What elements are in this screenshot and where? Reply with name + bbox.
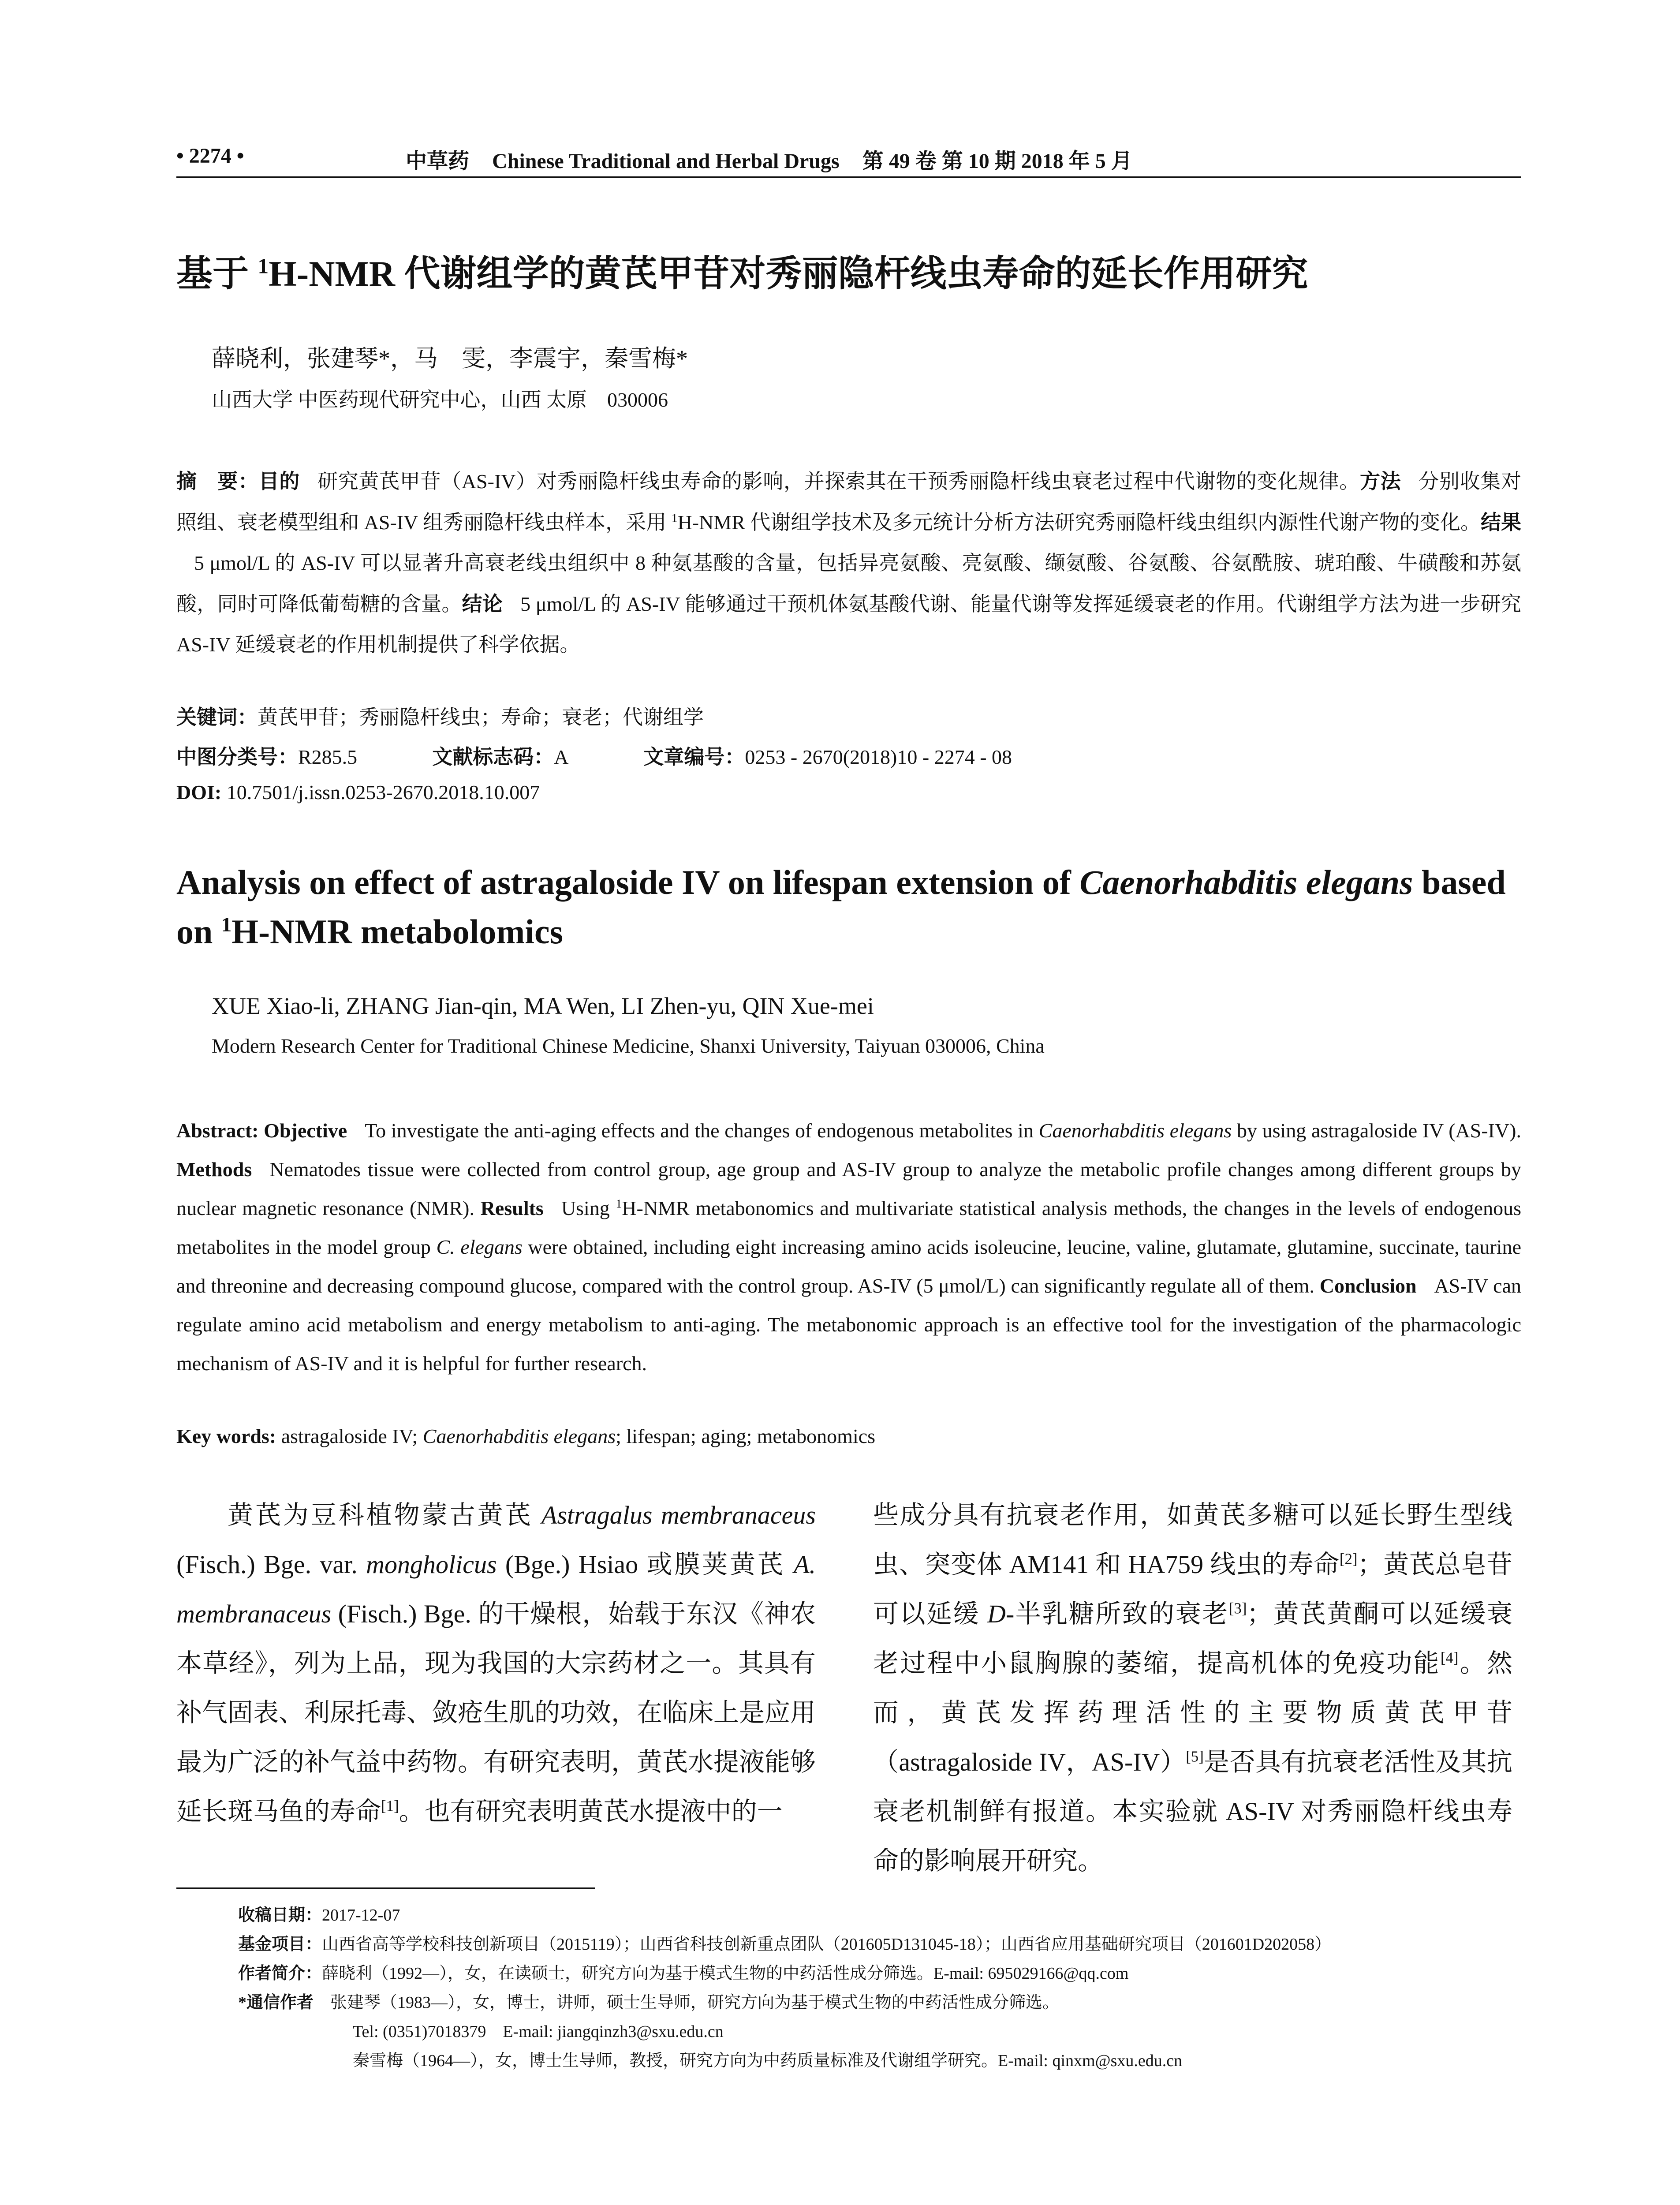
- bio-text: 薛晓利（1992—），女，在读硕士，研究方向为基于模式生物的中药活性成分筛选。E-mail: 695029166@qq.com: [322, 1964, 1129, 1983]
- methods-label-en: Methods: [176, 1158, 252, 1181]
- objective-text-en-italic: Caenorhabditis elegans: [1038, 1119, 1232, 1142]
- body-left-text: 黄芪为豆科植物蒙古黄芪: [228, 1501, 542, 1529]
- title-en-italic: Caenorhabditis elegans: [1079, 863, 1413, 901]
- body-left-text: (Fisch.) Bge. var.: [176, 1550, 366, 1579]
- objective-label-cn: 目的: [258, 469, 300, 493]
- clc-label: 中图分类号：: [176, 745, 298, 769]
- doi-value: 10.7501/j.issn.0253-2670.2018.10.007: [226, 781, 540, 804]
- objective-text-cn: 研究黄芪甲苷（AS-IV）对秀丽隐杆线虫寿命的影响，并探索其在干预秀丽隐杆线虫衰老过程中代谢物的变化规律。: [317, 470, 1360, 493]
- methods-label-cn: 方法: [1359, 469, 1401, 493]
- keywords-en-label: Key words:: [176, 1425, 276, 1447]
- doi-label: DOI:: [176, 781, 222, 804]
- species-name: A. membranaceus: [176, 1550, 816, 1628]
- conclusion-text-en: AS-IV can regulate amino acid metabolism and energy metabolism to anti-aging. The metabonomic approach is an effective tool for the investigation of the pharmacologic mechanism of AS-IV and it is helpful for further research.: [176, 1274, 1521, 1375]
- body-column-left: [176, 1491, 816, 1836]
- footnote-fund: [238, 1930, 1517, 1959]
- citation-3: [3]: [1228, 1600, 1247, 1617]
- citation-5: [5]: [1186, 1748, 1204, 1765]
- footnote-received: [238, 1901, 1517, 1930]
- running-header: [176, 140, 1521, 176]
- body-right-text: 是否具有抗衰老活性及其抗衰老机制鲜有报道。本实验就 AS-IV 对秀丽隐杆线虫寿命的影响展开研究。: [873, 1748, 1512, 1875]
- journal-name-cn: 中草药: [406, 149, 470, 173]
- received-label: 收稿日期：: [238, 1906, 322, 1925]
- article-number-label: 文章编号：: [643, 745, 745, 769]
- body-right-text: ；黄芪总皂苷可以延缓: [873, 1550, 1512, 1628]
- body-left-text: (Bge.) Hsiao 或膜荚黄芪: [497, 1550, 794, 1579]
- results-text-en-italic: C. elegans: [436, 1236, 523, 1258]
- conclusion-label-en: Conclusion: [1319, 1274, 1417, 1297]
- doi-line: [176, 781, 540, 804]
- clc-value: R285.5: [298, 746, 358, 768]
- variety-name: mongholicus: [366, 1550, 497, 1579]
- body-right-text: ；黄芪黄酮可以延缓衰老过程中小鼠胸腺的萎缩，提高机体的免疫功能: [873, 1600, 1512, 1678]
- methods-text-cn-pre: 分别收集对照组、衰老模型组和 AS-IV 组秀丽隐杆线虫样本，采用: [176, 470, 1522, 534]
- footnote-corresponding-2: 秦雪梅（1964—），女，博士生导师，教授，研究方向为中药质量标准及代谢组学研究。E-mail: qinxm@sxu.edu.cn: [353, 2052, 1183, 2070]
- page-number: • 2274 •: [176, 144, 244, 168]
- article-number-value: 0253 - 2670(2018)10 - 2274 - 08: [745, 746, 1012, 768]
- results-label-en: Results: [480, 1197, 544, 1219]
- body-left-text: (Fisch.) Bge. 的干燥根，始载于东汉《神农本草经》，列为上品，现为我国的大宗药材之一。其具有补气固表、利尿托毒、敛疮生肌的功效，在临床上是应用最为广泛的补气益中药物。有研究表明，黄芪水提液能够延长斑马鱼的寿命: [176, 1600, 816, 1826]
- journal-name-en: Chinese Traditional and Herbal Drugs: [492, 149, 840, 173]
- title-en-mid: based on: [176, 863, 1506, 951]
- keywords-en: [176, 1424, 875, 1448]
- journal-issue: 第 49 卷 第 10 期 2018 年 5 月: [862, 149, 1132, 173]
- citation-2: [2]: [1339, 1550, 1358, 1568]
- citation-1: [1]: [381, 1797, 399, 1815]
- abstract-cn: [176, 461, 1521, 665]
- title-cn-sup: 1: [258, 254, 269, 278]
- footnote-rule: [176, 1887, 595, 1889]
- corresponding-1-text: 张建琴（1983—），女，博士，讲师，硕士生导师，研究方向为基于模式生物的中药活性成分筛选。: [330, 1993, 1060, 2012]
- results-text-en-pre: Using: [561, 1197, 616, 1219]
- title-en: [176, 858, 1521, 957]
- footnote-corresponding-1: [238, 1988, 1517, 2017]
- doc-code-label: 文献标志码：: [432, 745, 554, 769]
- received-date: 2017-12-07: [322, 1906, 400, 1925]
- keywords-cn: [176, 701, 704, 730]
- citation-4: [4]: [1440, 1649, 1459, 1667]
- species-name: Astragalus membranaceus: [541, 1501, 816, 1529]
- keywords-en-post: ; lifespan; aging; metabonomics: [616, 1425, 876, 1447]
- corresponding-label: *通信作者: [238, 1993, 314, 2012]
- body-column-right: [873, 1491, 1512, 1886]
- results-label-cn: 结果: [1481, 510, 1522, 534]
- journal-info: [406, 144, 1132, 174]
- keywords-en-italic: Caenorhabditis elegans: [422, 1425, 616, 1447]
- fund-label: 基金项目：: [238, 1935, 322, 1954]
- objective-text-en-post: by using astragaloside IV (AS-IV).: [1232, 1119, 1521, 1142]
- authors-cn: 薛晓利，张建琴*，马 雯，李震宇，秦雪梅*: [212, 345, 688, 372]
- keywords-cn-label: 关键词：: [176, 705, 258, 729]
- isomer-prefix: D: [987, 1600, 1006, 1628]
- methods-text-cn-post: H-NMR 代谢组学技术及多元统计分析方法研究秀丽隐杆线虫组织内源性代谢产物的变化。: [677, 511, 1481, 534]
- doc-code-value: A: [554, 746, 569, 768]
- affiliation-en: Modern Research Center for Traditional Chinese Medicine, Shanxi University, Taiyuan 030006, China: [212, 1035, 1045, 1057]
- body-right-text: 。然而，黄芪发挥药理活性的主要物质黄芪甲苷（astragaloside IV，AS-IV）: [873, 1649, 1512, 1776]
- results-text-en-sup: 1: [616, 1196, 622, 1211]
- body-right-text: 些成分具有抗衰老作用，如黄芪多糖可以延长野生型线虫、突变体 AM141 和 HA759 线虫的寿命: [873, 1501, 1512, 1579]
- footnote-author-bio: [238, 1959, 1517, 1988]
- header-rule: [176, 176, 1521, 178]
- body-right-text: -半乳糖所致的衰老: [1005, 1600, 1229, 1628]
- objective-text-en-pre: To investigate the anti-aging effects and the changes of endogenous metabolites in: [365, 1119, 1039, 1142]
- bio-label: 作者简介：: [238, 1964, 322, 1983]
- title-en-sup: 1: [221, 913, 232, 936]
- conclusion-text-cn: 5 μmol/L 的 AS-IV 能够通过干预机体氨基酸代谢、能量代谢等发挥延缓衰老的作用。代谢组学方法为进一步研究 AS-IV 延缓衰老的作用机制提供了科学依据。: [176, 593, 1522, 656]
- objective-label-en: Abstract: Objective: [176, 1119, 347, 1142]
- methods-text-en: Nematodes tissue were collected from control group, age group and AS-IV group to analyze the metabolic profile changes among different groups by nuclear magnetic resonance (NMR).: [176, 1158, 1521, 1219]
- authors-en: XUE Xiao-li, ZHANG Jian-qin, MA Wen, LI Zhen-yu, QIN Xue-mei: [212, 993, 874, 1019]
- abstract-cn-label: 摘 要：: [176, 469, 259, 493]
- results-text-en-post: were obtained, including eight increasing amino acids isoleucine, leucine, valine, glutamate, glutamine, succinate, taurine and threonine and decreasing compound glucose, compared with the control group. AS-IV (5 μmol/L) can significantly regulate all of them.: [176, 1236, 1521, 1297]
- classification-line: [176, 741, 1012, 770]
- affiliation-cn: 山西大学 中医药现代研究中心，山西 太原 030006: [212, 389, 668, 411]
- abstract-en: [176, 1111, 1521, 1383]
- results-text-cn: 5 μmol/L 的 AS-IV 可以显著升高衰老线虫组织中 8 种氨基酸的含量，包括异亮氨酸、亮氨酸、缬氨酸、谷氨酸、谷氨酰胺、琥珀酸、牛磺酸和苏氨酸，同时可降低葡萄糖的含量。: [176, 552, 1521, 615]
- footnote-corresponding-contact: Tel: (0351)7018379 E-mail: jiangqinzh3@sxu.edu.cn: [353, 2022, 724, 2041]
- title-cn-pre: 基于: [176, 254, 258, 294]
- title-cn-post: H-NMR 代谢组学的黄芪甲苷对秀丽隐杆线虫寿命的延长作用研究: [269, 254, 1308, 294]
- body-left-text: 。也有研究表明黄芪水提液中的一: [399, 1797, 783, 1826]
- title-en-post: H-NMR metabolomics: [231, 912, 563, 951]
- keywords-cn-text: 黄芪甲苷；秀丽隐杆线虫；寿命；衰老；代谢组学: [258, 706, 704, 729]
- keywords-en-pre: astragaloside IV;: [276, 1425, 423, 1447]
- methods-text-cn-sup: 1: [671, 511, 678, 525]
- fund-text: 山西省高等学校科技创新项目（2015119）；山西省科技创新重点团队（201605D131045-18）；山西省应用基础研究项目（201601D202058）: [322, 1935, 1332, 1954]
- title-cn: [176, 245, 1308, 296]
- title-en-pre: Analysis on effect of astragaloside IV on lifespan extension of: [176, 863, 1080, 901]
- results-text-en-mid: H-NMR metabonomics and multivariate statistical analysis methods, the changes in the levels of endogenous metabolites in the model group: [176, 1197, 1522, 1258]
- footnotes: [238, 1901, 1517, 2075]
- conclusion-label-cn: 结论: [462, 592, 503, 616]
